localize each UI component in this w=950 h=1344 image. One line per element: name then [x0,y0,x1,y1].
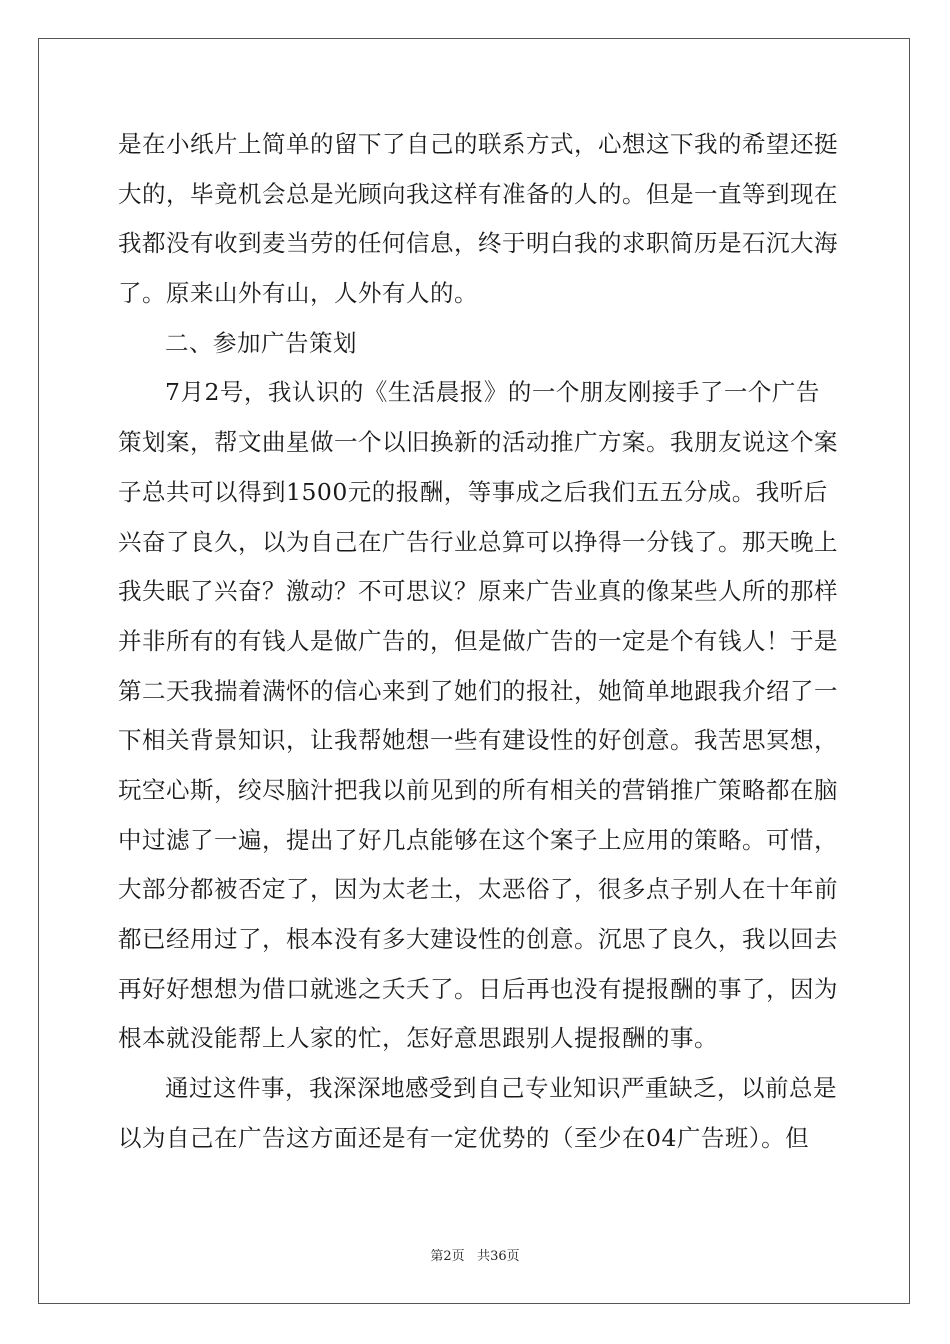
text-line: 以为自己在广告这方面还是有一定优势的（至少在04广告班）。但 [118,1123,810,1152]
text-line: 下相关背景知识，让我帮她想一些有建设性的好创意。我苦思冥想， [118,726,838,755]
section-heading: 二、参加广告策划 [165,328,357,357]
page-total: 共36页 [477,1249,520,1264]
page-number: 第2页 [430,1249,465,1264]
text-line: 通过这件事，我深深地感受到自己专业知识严重缺乏，以前总是 [165,1074,837,1103]
document-body [118,128,838,1171]
text-line: 第二天我揣着满怀的信心来到了她们的报社，她简单地跟我介绍了一 [118,676,838,705]
text-line: 我失眠了兴奋？激动？不可思议？原来广告业真的像某些人所的那样 [118,577,838,606]
text-line: 策划案，帮文曲星做一个以旧换新的活动推广方案。我朋友说这个案 [118,428,838,457]
text-line: 并非所有的有钱人是做广告的，但是做广告的一定是个有钱人！于是 [118,626,838,655]
text-line: 根本就没能帮上人家的忙，怎好意思跟别人提报酬的事。 [118,1024,718,1053]
text-line: 中过滤了一遍，提出了好几点能够在这个案子上应用的策略。可惜， [118,825,838,854]
text-line: 玩空心斯，绞尽脑汁把我以前见到的所有相关的营销推广策略都在脑 [118,775,838,804]
page-footer [0,1245,950,1264]
text-line: 都已经用过了，根本没有多大建设性的创意。沉思了良久，我以回去 [118,925,838,953]
text-line: 我都没有收到麦当劳的任何信息，终于明白我的求职简历是石沉大海 [118,229,838,258]
text-line: 子总共可以得到1500元的报酬，等事成之后我们五五分成。我听后 [118,477,828,506]
text-line: 大部分都被否定了，因为太老土，太恶俗了，很多点子别人在十年前 [118,875,838,904]
text-line: 了。原来山外有山，人外有人的。 [118,279,478,308]
text-line: 是在小纸片上简单的留下了自己的联系方式，心想这下我的希望还挺 [118,130,838,158]
text-line: 7月2号，我认识的《生活晨报》的一个朋友刚接手了一个广告 [165,378,820,407]
text-line: 大的，毕竟机会总是光顾向我这样有准备的人的。但是一直等到现在 [118,179,838,208]
text-line: 兴奋了良久，以为自己在广告行业总算可以挣得一分钱了。那天晚上 [118,527,838,556]
text-line: 再好好想想为借口就逃之夭夭了。日后再也没有提报酬的事了，因为 [118,974,838,1003]
